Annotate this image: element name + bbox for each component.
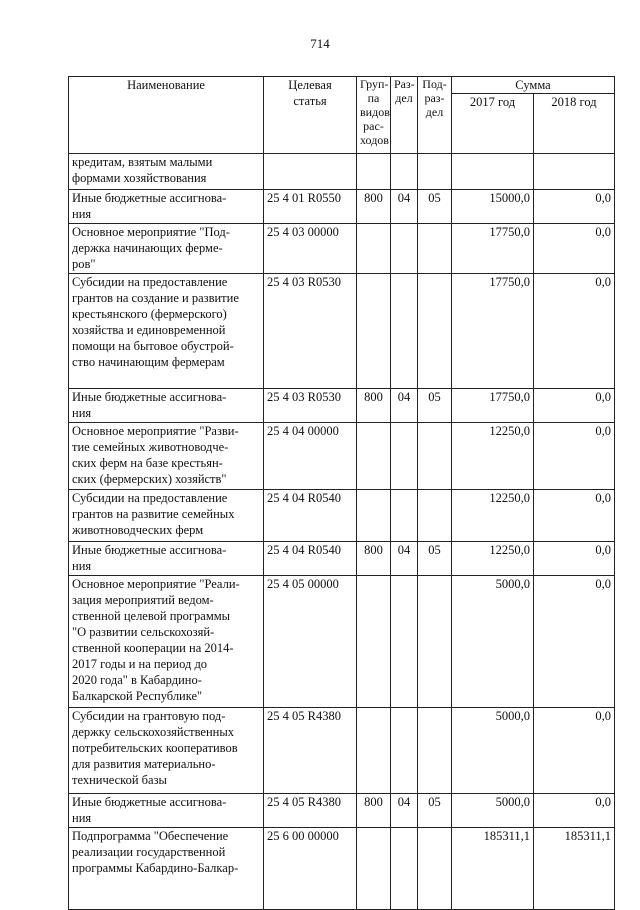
row-section xyxy=(391,828,418,910)
row-name: Иные бюджетные ассигнова- ния xyxy=(69,190,264,224)
row-target-code: 25 4 03 R0530 xyxy=(264,389,357,423)
row-section xyxy=(391,154,418,190)
row-group xyxy=(357,708,391,794)
table-row xyxy=(69,389,615,423)
row-group: 800 xyxy=(357,389,391,423)
row-name: Субсидии на предоставление грантов на развитие семейных животноводческих ферм xyxy=(69,490,264,542)
row-group xyxy=(357,490,391,542)
row-name: Иные бюджетные ассигнова- ния xyxy=(69,794,264,828)
row-sum-2018: 0,0 xyxy=(534,542,615,576)
row-subsection xyxy=(418,708,452,794)
header-name: Наименование xyxy=(69,77,264,154)
row-sum-2018: 0,0 xyxy=(534,490,615,542)
row-target-code: 25 4 04 00000 xyxy=(264,423,357,490)
row-name: Основное мероприятие "Разви- тие семейных животноводче- ских ферм на базе крестьян- ских (фермерских) хозяйств" xyxy=(69,423,264,490)
row-section: 04 xyxy=(391,794,418,828)
budget-table xyxy=(68,76,615,910)
table-row xyxy=(69,274,615,389)
row-sum-2018: 0,0 xyxy=(534,423,615,490)
row-target-code: 25 4 03 R0530 xyxy=(264,274,357,389)
row-section xyxy=(391,274,418,389)
row-section xyxy=(391,576,418,708)
row-target-code: 25 4 04 R0540 xyxy=(264,490,357,542)
row-group xyxy=(357,224,391,274)
table-row xyxy=(69,794,615,828)
row-target-code: 25 4 03 00000 xyxy=(264,224,357,274)
table-row xyxy=(69,490,615,542)
row-target-code: 25 4 05 00000 xyxy=(264,576,357,708)
row-name: Иные бюджетные ассигнова- ния xyxy=(69,542,264,576)
row-sum-2018: 0,0 xyxy=(534,576,615,708)
row-section xyxy=(391,490,418,542)
row-sum-2018: 0,0 xyxy=(534,190,615,224)
header-sum: Сумма xyxy=(452,77,615,94)
table-row xyxy=(69,423,615,490)
row-subsection xyxy=(418,423,452,490)
row-sum-2017: 5000,0 xyxy=(452,794,534,828)
row-sum-2018: 0,0 xyxy=(534,224,615,274)
page-number: 714 xyxy=(310,36,330,51)
row-subsection: 05 xyxy=(418,190,452,224)
row-subsection: 05 xyxy=(418,389,452,423)
row-group: 800 xyxy=(357,794,391,828)
row-target-code: 25 4 05 R4380 xyxy=(264,708,357,794)
row-section: 04 xyxy=(391,190,418,224)
row-sum-2017: 5000,0 xyxy=(452,576,534,708)
row-subsection xyxy=(418,490,452,542)
row-target-code xyxy=(264,154,357,190)
table-row xyxy=(69,576,615,708)
row-group xyxy=(357,423,391,490)
header-target: Целевая статья xyxy=(264,77,357,154)
row-name: Основное мероприятие "Реали- зация мероприятий ведом- ственной целевой программы "О развитии сельскохозяй- ственной кооперации на 2014- 2017 годы и на период до 2020 года" в Кабардино- Балкарской Республике" xyxy=(69,576,264,708)
row-group xyxy=(357,828,391,910)
row-sum-2018: 0,0 xyxy=(534,274,615,389)
row-target-code: 25 4 04 R0540 xyxy=(264,542,357,576)
row-subsection xyxy=(418,828,452,910)
row-sum-2018 xyxy=(534,154,615,190)
row-sum-2017: 17750,0 xyxy=(452,274,534,389)
row-name: Субсидии на грантовую под- держку сельскохозяйственных потребительских кооперативов для развития материально- технической базы xyxy=(69,708,264,794)
row-name: Основное мероприятие "Под- держка начинающих ферме- ров" xyxy=(69,224,264,274)
row-sum-2018: 185311,1 xyxy=(534,828,615,910)
row-name: Субсидии на предоставление грантов на создание и развитие крестьянского (фермерского) хозяйства и единовременной помощи на бытовое обустрой- ство начинающим фермерам xyxy=(69,274,264,389)
header-section: Раз- дел xyxy=(391,77,418,154)
table-row xyxy=(69,224,615,274)
row-sum-2017: 5000,0 xyxy=(452,708,534,794)
row-name: Иные бюджетные ассигнова- ния xyxy=(69,389,264,423)
header-subsection: Под- раз- дел xyxy=(418,77,452,154)
row-section: 04 xyxy=(391,389,418,423)
table-row xyxy=(69,828,615,910)
row-subsection: 05 xyxy=(418,542,452,576)
row-subsection xyxy=(418,274,452,389)
row-sum-2017: 12250,0 xyxy=(452,423,534,490)
table-row xyxy=(69,542,615,576)
table-row xyxy=(69,708,615,794)
header-group: Груп- па видов рас- ходов xyxy=(357,77,391,154)
row-section xyxy=(391,708,418,794)
row-subsection: 05 xyxy=(418,794,452,828)
row-sum-2018: 0,0 xyxy=(534,794,615,828)
header-2018: 2018 год xyxy=(534,94,615,154)
row-sum-2017: 17750,0 xyxy=(452,224,534,274)
row-sum-2018: 0,0 xyxy=(534,708,615,794)
row-section: 04 xyxy=(391,542,418,576)
row-sum-2017: 12250,0 xyxy=(452,542,534,576)
row-target-code: 25 4 05 R4380 xyxy=(264,794,357,828)
table-row xyxy=(69,190,615,224)
row-section xyxy=(391,423,418,490)
row-name: кредитам, взятым малыми формами хозяйствования xyxy=(69,154,264,190)
row-group xyxy=(357,154,391,190)
row-sum-2017 xyxy=(452,154,534,190)
row-sum-2017: 17750,0 xyxy=(452,389,534,423)
row-name: Подпрограмма "Обеспечение реализации государственной программы Кабардино-Балкар- xyxy=(69,828,264,910)
row-subsection xyxy=(418,224,452,274)
row-sum-2017: 185311,1 xyxy=(452,828,534,910)
header-2017: 2017 год xyxy=(452,94,534,154)
row-section xyxy=(391,224,418,274)
row-group xyxy=(357,274,391,389)
row-target-code: 25 4 01 R0550 xyxy=(264,190,357,224)
row-sum-2018: 0,0 xyxy=(534,389,615,423)
row-group: 800 xyxy=(357,190,391,224)
row-sum-2017: 15000,0 xyxy=(452,190,534,224)
row-target-code: 25 6 00 00000 xyxy=(264,828,357,910)
row-subsection xyxy=(418,154,452,190)
row-group: 800 xyxy=(357,542,391,576)
row-group xyxy=(357,576,391,708)
row-sum-2017: 12250,0 xyxy=(452,490,534,542)
table-row xyxy=(69,154,615,190)
row-subsection xyxy=(418,576,452,708)
